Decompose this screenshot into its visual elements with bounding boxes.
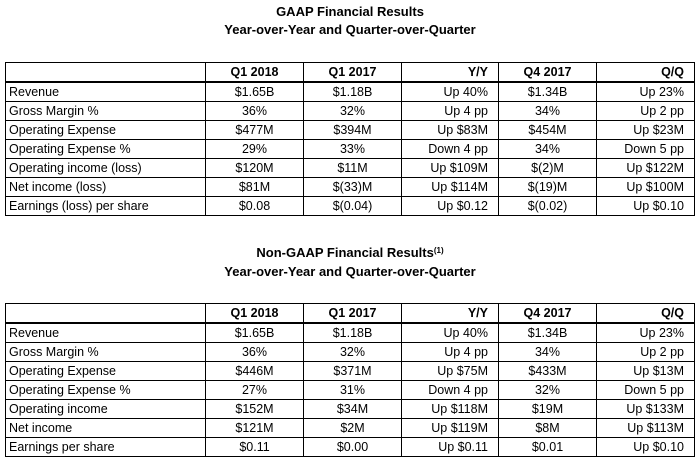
table-cell: $0.01 (499, 438, 597, 457)
table-row (6, 140, 695, 159)
table-cell: Up $122M (597, 159, 695, 178)
table-cell: Up $0.10 (597, 438, 695, 457)
table-cell: $11M (304, 159, 402, 178)
header-cell: Q/Q (597, 63, 695, 83)
table-cell: Up 40% (402, 82, 499, 102)
header-cell-label (6, 304, 206, 324)
table-cell: $1.34B (499, 82, 597, 102)
table-cell: $394M (304, 121, 402, 140)
row-label: Operating Expense (6, 362, 206, 381)
table-cell: Up $133M (597, 400, 695, 419)
row-label: Net income (6, 419, 206, 438)
row-label: Operating Expense % (6, 140, 206, 159)
table-cell: Up 23% (597, 323, 695, 343)
table-cell: 36% (206, 343, 304, 362)
table-cell: $0.00 (304, 438, 402, 457)
row-label: Revenue (6, 323, 206, 343)
row-label: Operating income (6, 400, 206, 419)
header-cell: Q4 2017 (499, 304, 597, 324)
table-cell: $454M (499, 121, 597, 140)
table-row (6, 159, 695, 178)
non-gaap-results-table (5, 303, 695, 457)
table-cell: Up $100M (597, 178, 695, 197)
table-cell: Up $0.10 (597, 197, 695, 216)
table-cell: Down 4 pp (402, 140, 499, 159)
table-row (6, 82, 695, 102)
table-cell: Up $109M (402, 159, 499, 178)
non-gaap-title-text: Non-GAAP Financial Results (256, 245, 434, 260)
table-cell: $(0.04) (304, 197, 402, 216)
table-cell: $(33)M (304, 178, 402, 197)
header-cell: Q1 2017 (304, 304, 402, 324)
table-cell: Up $118M (402, 400, 499, 419)
gaap-results-table (5, 62, 695, 216)
table-cell: $1.34B (499, 323, 597, 343)
gaap-title: GAAP Financial Results (276, 4, 424, 19)
header-cell: Q1 2017 (304, 63, 402, 83)
row-label: Earnings (loss) per share (6, 197, 206, 216)
table-cell: Up $23M (597, 121, 695, 140)
table-cell: $1.18B (304, 323, 402, 343)
table-row (6, 323, 695, 343)
table-cell: 32% (304, 343, 402, 362)
table-cell: 29% (206, 140, 304, 159)
table-cell: $2M (304, 419, 402, 438)
table-cell: $81M (206, 178, 304, 197)
table-cell: 34% (499, 343, 597, 362)
header-cell: Q4 2017 (499, 63, 597, 83)
table-cell: Up $0.11 (402, 438, 499, 457)
table-cell: $477M (206, 121, 304, 140)
table-cell: Up 23% (597, 82, 695, 102)
row-label: Gross Margin % (6, 343, 206, 362)
table-cell: Down 5 pp (597, 381, 695, 400)
table-cell: Up $114M (402, 178, 499, 197)
table-cell: $19M (499, 400, 597, 419)
table-cell: 36% (206, 102, 304, 121)
table-cell: 27% (206, 381, 304, 400)
table-row (6, 400, 695, 419)
table-cell: $(2)M (499, 159, 597, 178)
table-cell: 33% (304, 140, 402, 159)
table-cell: Up 4 pp (402, 343, 499, 362)
table-cell: $446M (206, 362, 304, 381)
table-cell: Up 40% (402, 323, 499, 343)
table-cell: Down 5 pp (597, 140, 695, 159)
table-cell: 31% (304, 381, 402, 400)
table-cell: Up $0.12 (402, 197, 499, 216)
table-row (6, 381, 695, 400)
table-cell: 32% (304, 102, 402, 121)
row-label: Operating Expense (6, 121, 206, 140)
table-cell: 32% (499, 381, 597, 400)
table-cell: Up 4 pp (402, 102, 499, 121)
table-cell: Up $113M (597, 419, 695, 438)
table-cell: $1.65B (206, 323, 304, 343)
non-gaap-title (0, 245, 700, 260)
table-row (6, 362, 695, 381)
non-gaap-subtitle: Year-over-Year and Quarter-over-Quarter (224, 264, 476, 279)
row-label: Gross Margin % (6, 102, 206, 121)
table-cell: $(19)M (499, 178, 597, 197)
table-cell: $34M (304, 400, 402, 419)
table-cell: $371M (304, 362, 402, 381)
header-cell-label (6, 63, 206, 83)
header-cell: Q1 2018 (206, 304, 304, 324)
gaap-subtitle: Year-over-Year and Quarter-over-Quarter (224, 22, 476, 37)
table-cell: Up 2 pp (597, 343, 695, 362)
header-cell: Q/Q (597, 304, 695, 324)
table-cell: Down 4 pp (402, 381, 499, 400)
table-cell: $0.08 (206, 197, 304, 216)
row-label: Operating income (loss) (6, 159, 206, 178)
table-cell: $121M (206, 419, 304, 438)
table-header-row (6, 304, 695, 324)
table-header-row (6, 63, 695, 83)
table-cell: Up 2 pp (597, 102, 695, 121)
row-label: Earnings per share (6, 438, 206, 457)
table-cell: $(0.02) (499, 197, 597, 216)
table-cell: Up $83M (402, 121, 499, 140)
header-cell: Y/Y (402, 304, 499, 324)
table-cell: $152M (206, 400, 304, 419)
header-cell: Y/Y (402, 63, 499, 83)
footnote-mark: (1) (433, 246, 444, 255)
table-row (6, 438, 695, 457)
row-label: Operating Expense % (6, 381, 206, 400)
table-row (6, 197, 695, 216)
table-row (6, 121, 695, 140)
table-cell: $1.65B (206, 82, 304, 102)
row-label: Revenue (6, 82, 206, 102)
table-row (6, 343, 695, 362)
table-cell: Up $13M (597, 362, 695, 381)
table-row (6, 102, 695, 121)
table-cell: $8M (499, 419, 597, 438)
table-cell: $1.18B (304, 82, 402, 102)
table-cell: 34% (499, 140, 597, 159)
table-cell: $433M (499, 362, 597, 381)
table-cell: $0.11 (206, 438, 304, 457)
table-cell: Up $119M (402, 419, 499, 438)
table-cell: 34% (499, 102, 597, 121)
table-row (6, 178, 695, 197)
row-label: Net income (loss) (6, 178, 206, 197)
table-row (6, 419, 695, 438)
table-cell: Up $75M (402, 362, 499, 381)
header-cell: Q1 2018 (206, 63, 304, 83)
table-cell: $120M (206, 159, 304, 178)
